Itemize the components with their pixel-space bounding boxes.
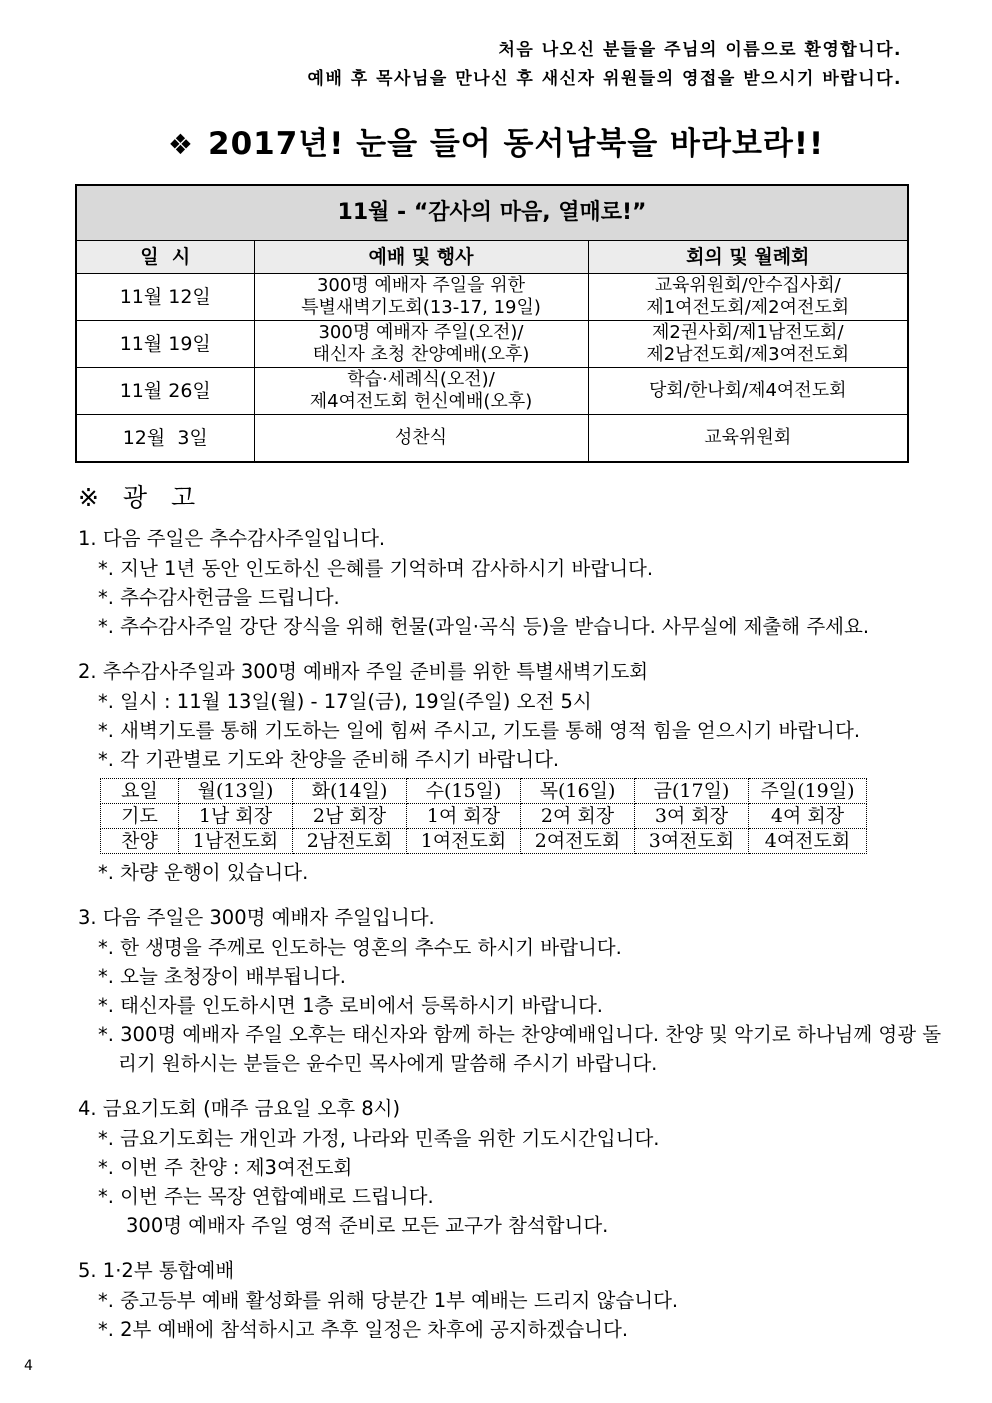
welcome-line-1: 처음 나오신 분들을 주님의 이름으로 환영합니다. [498,40,902,60]
announcement-bullet: *. 금요기도회는 개인과 가정, 나라와 민족을 위한 기도시간입니다. [98,1127,660,1150]
row-event: 300명 예배자 주일(오전)/ 태신자 초청 찬양예배(오후) [254,321,588,368]
table-cell: 기도 [101,804,179,829]
table-row [76,321,908,368]
announcement-1 [78,524,958,641]
welcome-line-2: 예배 후 목사님을 만나신 후 새신자 위원들의 영접을 받으시기 바랍니다. [307,69,902,89]
table-cell: 4여 회장 [749,804,867,829]
announcement-title: 1. 다음 주일은 추수감사주일입니다. [78,527,386,550]
page-number: 4 [24,1358,33,1374]
table-cell: 1남전도회 [179,829,293,854]
header-meetings: 회의 및 월례회 [588,241,908,274]
announcement-3 [78,903,958,1078]
table-cell: 목(16일) [521,779,635,804]
announcement-bullet: *. 일시 : 11월 13일(월) - 17일(금), 19일(주일) 오전 5시 [98,690,592,713]
announcement-continuation: 300명 예배자 주일 영적 준비로 모든 교구가 참석합니다. [126,1214,609,1237]
prayer-schedule-table [100,778,867,854]
table-row [76,415,908,462]
table-cell: 2여 회장 [521,804,635,829]
row-meeting: 교육위원회/안수집사회/ 제1여전도회/제2여전도회 [588,274,908,321]
year-slogan [0,118,992,163]
schedule-title: 11월 - “감사의 마음, 열매로!” [76,185,908,241]
row-date: 11월 19일 [76,321,254,368]
row-date: 11월 26일 [76,368,254,415]
announcement-bullet: *. 각 기관별로 기도와 찬양을 준비해 주시기 바랍니다. [98,748,560,771]
table-row [101,804,867,829]
announcement-bullet: *. 태신자를 인도하시면 1층 로비에서 등록하시기 바랍니다. [98,994,603,1017]
announcement-bullet: *. 새벽기도를 통해 기도하는 일에 힘써 주시고, 기도를 통해 영적 힘을 얻으시기 바랍니다. [98,719,861,742]
header-date: 일 시 [76,241,254,274]
table-row [76,274,908,321]
announcement-5 [78,1256,958,1344]
row-date: 11월 12일 [76,274,254,321]
row-event: 학습·세례식(오전)/ 제4여전도회 헌신예배(오후) [254,368,588,415]
table-cell: 수(15일) [407,779,521,804]
row-date: 12월 3일 [76,415,254,462]
table-cell: 2여전도회 [521,829,635,854]
diamond-bullet-icon: ❖ [167,128,194,161]
table-row [101,829,867,854]
table-cell: 찬양 [101,829,179,854]
row-event: 300명 예배자 주일을 위한 특별새벽기도회(13-17, 19일) [254,274,588,321]
announcements [78,524,958,1360]
announcement-bullet: *. 한 생명을 주께로 인도하는 영혼의 추수도 하시기 바랍니다. [98,936,622,959]
table-cell: 주일(19일) [749,779,867,804]
announcements-heading: ※ 광 고 [78,483,204,512]
announcement-2 [78,657,958,887]
announcement-bullet: *. 지난 1년 동안 인도하신 은혜를 기억하며 감사하시기 바랍니다. [98,557,654,580]
slogan-text: 2017년! 눈을 들어 동서남북을 바라보라!! [208,126,825,162]
announcement-bullet: *. 300명 예배자 주일 오후는 태신자와 함께 하는 찬양예배입니다. 찬양 및 악기로 하나님께 영광 돌리기 원하시는 분들은 윤수민 목사에게 말씀해 주시기 바랍니다. [98,1023,942,1075]
table-cell: 금(17일) [635,779,749,804]
announcement-bullet: *. 추수감사주일 강단 장식을 위해 헌물(과일·곡식 등)을 받습니다. 사무실에 제출해 주세요. [98,615,870,638]
row-meeting: 당회/한나회/제4여전도회 [588,368,908,415]
announcement-4 [78,1094,958,1240]
table-cell: 3여 회장 [635,804,749,829]
table-cell: 3여전도회 [635,829,749,854]
announcement-title: 5. 1·2부 통합예배 [78,1259,235,1282]
table-cell: 화(14일) [293,779,407,804]
row-meeting: 제2권사회/제1남전도회/ 제2남전도회/제3여전도회 [588,321,908,368]
table-cell: 1여전도회 [407,829,521,854]
announcement-bullet: *. 차량 운행이 있습니다. [98,861,309,884]
table-cell: 2남 회장 [293,804,407,829]
table-cell: 2남전도회 [293,829,407,854]
announcement-bullet: *. 이번 주는 목장 연합예배로 드립니다. [98,1185,434,1208]
table-row [76,368,908,415]
announcement-bullet: *. 이번 주 찬양 : 제3여전도회 [98,1156,353,1179]
announcement-title: 4. 금요기도회 (매주 금요일 오후 8시) [78,1097,401,1120]
row-meeting: 교육위원회 [588,415,908,462]
table-cell: 요일 [101,779,179,804]
announcement-bullet: *. 중고등부 예배 활성화를 위해 당분간 1부 예배는 드리지 않습니다. [98,1289,679,1312]
announcement-bullet: *. 2부 예배에 참석하시고 추후 일정은 차후에 공지하겠습니다. [98,1318,629,1341]
row-event: 성찬식 [254,415,588,462]
table-cell: 4여전도회 [749,829,867,854]
announcement-title: 3. 다음 주일은 300명 예배자 주일입니다. [78,906,435,929]
announcement-title: 2. 추수감사주일과 300명 예배자 주일 준비를 위한 특별새벽기도회 [78,660,649,683]
announcement-bullet: *. 오늘 초청장이 배부됩니다. [98,965,346,988]
table-row [101,779,867,804]
monthly-schedule-table [75,184,909,463]
table-cell: 1남 회장 [179,804,293,829]
announcement-bullet: *. 추수감사헌금을 드립니다. [98,586,340,609]
table-cell: 월(13일) [179,779,293,804]
header-events: 예배 및 행사 [254,241,588,274]
welcome-message [308,36,902,94]
table-cell: 1여 회장 [407,804,521,829]
